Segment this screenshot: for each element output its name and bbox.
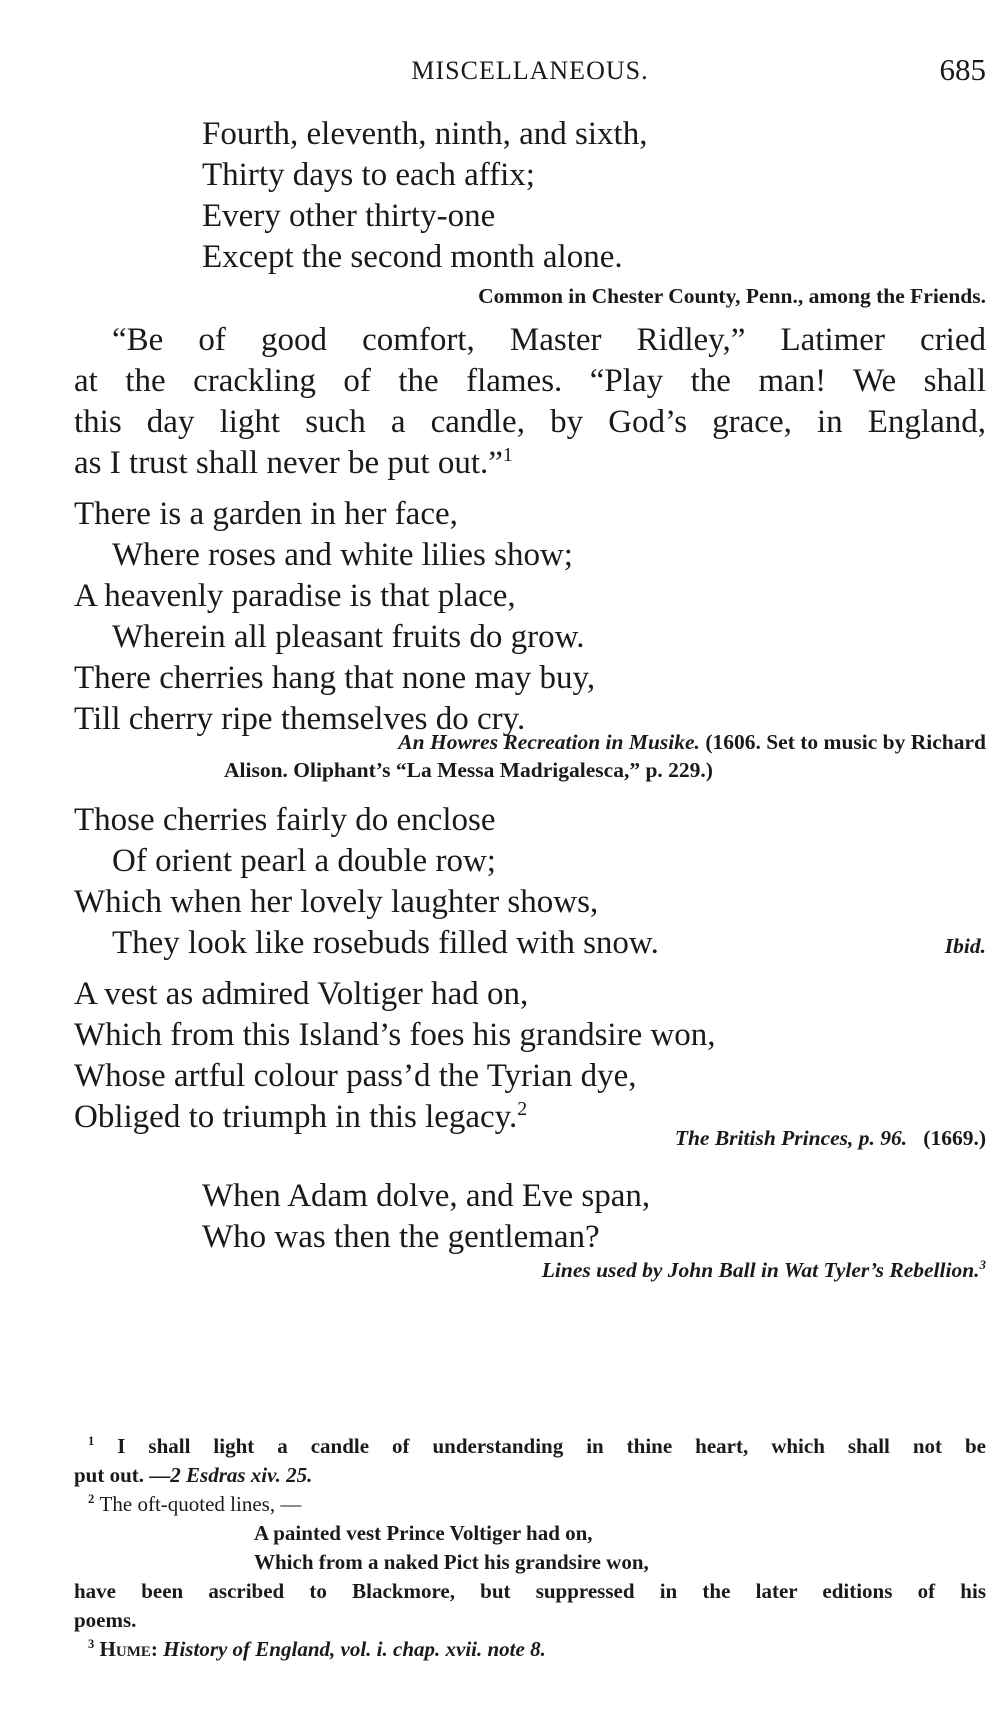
verse-line: Fourth, eleventh, ninth, and sixth,: [202, 116, 648, 152]
footnote-quote-line: Which from a naked Pict his grandsire won,: [254, 1550, 649, 1574]
verse-line: Where roses and white lilies show;: [112, 537, 573, 573]
footnote-text: The oft-quoted lines, —: [99, 1492, 302, 1516]
verse-line: A vest as admired Voltiger had on,: [74, 976, 529, 1012]
verse-line-text: Obliged to triumph in this legacy.: [74, 1099, 518, 1135]
verse-line: There is a garden in her face,: [74, 496, 458, 532]
verse-months: [202, 114, 647, 278]
footnote-ref: 1: [502, 444, 513, 466]
attribution-title: The British Princes, p. 96.: [674, 1126, 908, 1150]
footnote-source: 2 Esdras xiv. 25.: [170, 1463, 313, 1487]
footnote-2-cont: have been ascribed to Blackmore, but suppressed in the later editions of his: [74, 1579, 986, 1603]
verse-line: Which from this Island’s foes his grandsire won,: [74, 1017, 716, 1053]
verse-line: Those cherries fairly do enclose: [74, 802, 496, 838]
attribution-text: Lines used by John Ball in Wat Tyler’s Rebellion.: [541, 1258, 980, 1282]
footnote-number: 2: [88, 1492, 95, 1506]
footnote-number: 3: [88, 1637, 95, 1651]
prose-line-text: as I trust shall never be put out.”: [74, 445, 503, 481]
footnote-1-cont: [74, 1461, 986, 1490]
verse-line: When Adam dolve, and Eve span,: [202, 1178, 651, 1214]
page-number: 685: [939, 52, 986, 87]
attribution-title: An Howres Recreation in Musike.: [398, 730, 700, 754]
footnote-source: History of England, vol. i. chap. xvii. note 8.: [163, 1637, 546, 1661]
verse-line: [74, 1097, 716, 1138]
footnotes: [74, 1432, 986, 1664]
verse-line: They look like rosebuds filled with snow.: [112, 925, 659, 961]
footnote-number: 1: [88, 1434, 95, 1448]
attribution: [675, 1124, 986, 1152]
verse-line: Till cherry ripe themselves do cry.: [74, 701, 526, 737]
verse-line: Thirty days to each affix;: [202, 157, 535, 193]
footnote-2-end: poems.: [74, 1608, 137, 1632]
attribution: [542, 1256, 986, 1284]
verse-line: Of orient pearl a double row;: [112, 843, 496, 879]
verse-line: Every other thirty-one: [202, 198, 496, 234]
verse-voltiger: [74, 974, 716, 1138]
footnote-ref: 3: [979, 1257, 986, 1272]
verse-line: There cherries hang that none may buy,: [74, 660, 596, 696]
prose-line: “Be of good comfort, Master Ridley,” Latimer cried: [112, 322, 986, 358]
footnote-ref: 2: [517, 1098, 528, 1120]
footnote-2: [74, 1490, 986, 1519]
verse-garden: [74, 494, 595, 740]
prose-line: [74, 443, 986, 484]
verse-line: Who was then the gentleman?: [202, 1219, 600, 1255]
book-page: [74, 0, 986, 1717]
running-title: MISCELLANEOUS.: [411, 56, 649, 85]
attribution: Ibid.: [944, 934, 986, 958]
verse-line: A heavenly paradise is that place,: [74, 578, 516, 614]
running-header: [74, 52, 986, 92]
attribution-text: (1606. Set to music by Richard: [705, 730, 986, 754]
verse-line: Wherein all pleasant fruits do grow.: [112, 619, 585, 655]
prose-line: this day light such a candle, by God’s grace, in England,: [74, 404, 986, 440]
verse-line: Except the second month alone.: [202, 239, 623, 275]
latimer-quote: [74, 320, 986, 484]
prose-line: at the crackling of the flames. “Play the man! We shall: [74, 363, 986, 399]
verse-adam: [202, 1176, 650, 1258]
footnote-3: $^3$ Hume: History of England, vol. i. chap. xvii. note 8.: [88, 1637, 546, 1661]
verse-line: Which when her lovely laughter shows,: [74, 884, 599, 920]
attribution: Common in Chester County, Penn., among the Friends.: [478, 284, 986, 308]
footnote-text: I shall light a candle of understanding in thine heart, which shall not be: [117, 1434, 986, 1458]
verse-line: Whose artful colour pass’d the Tyrian dye,: [74, 1058, 637, 1094]
attribution: [398, 728, 986, 756]
footnote-author: Hume: [99, 1637, 151, 1661]
footnote-quote-line: A painted vest Prince Voltiger had on,: [254, 1521, 593, 1545]
verse-cherries: [74, 800, 659, 964]
attribution-continued: Alison. Oliphant’s “La Messa Madrigalesca,” p. 229.): [224, 758, 713, 782]
footnote-text: put out. —: [74, 1463, 171, 1487]
attribution-year: (1669.): [923, 1126, 986, 1150]
footnote-1: [74, 1432, 986, 1461]
